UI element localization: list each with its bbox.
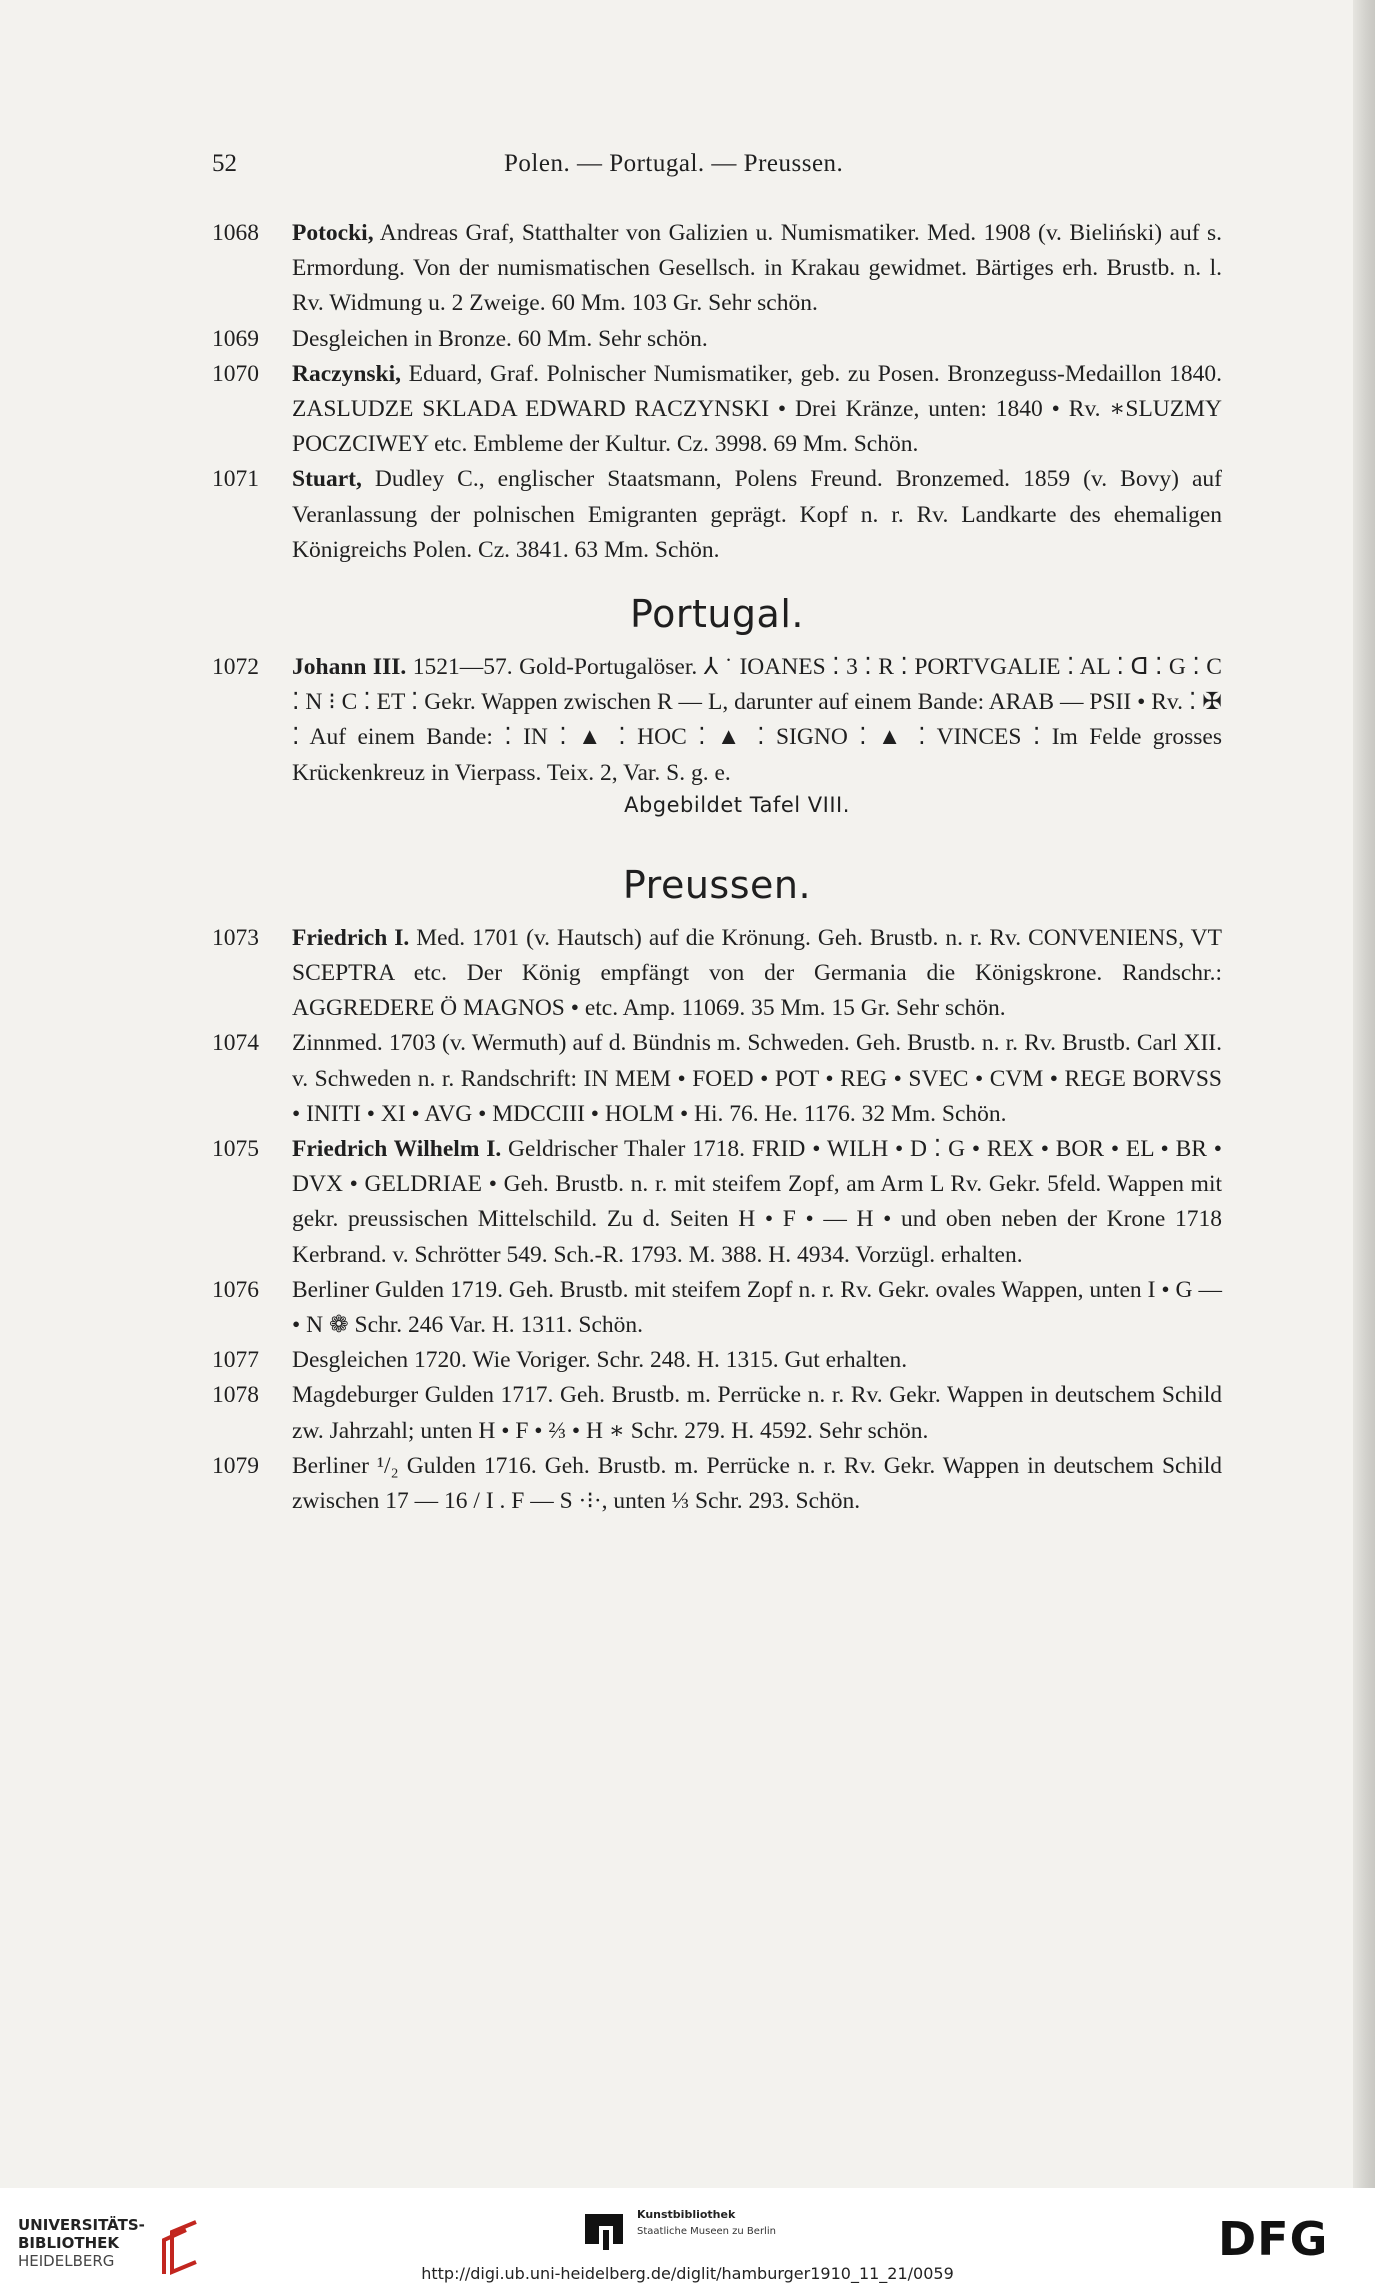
lot-number: 1074	[212, 1030, 259, 1057]
kb-title: Kunstbibliothek	[637, 2208, 736, 2221]
lot-number: 1078	[212, 1382, 259, 1409]
lot-entry	[212, 650, 1222, 791]
lot-description	[292, 1449, 1222, 1519]
running-title: Polen. — Portugal. — Preussen.	[504, 150, 844, 177]
lot-name: Potocki,	[292, 220, 374, 246]
lot-text: Desgleichen 1720. Wie Voriger. Schr. 248. H. 1315. Gut erhalten.	[292, 1347, 908, 1374]
lot-description	[292, 322, 1222, 357]
dfg-logo[interactable]: DFG	[1218, 2212, 1329, 2266]
library-name-line1: UNIVERSITÄTS-	[18, 2216, 145, 2234]
lot-entry	[212, 1026, 1222, 1132]
lot-entry	[212, 1343, 1222, 1378]
lot-number: 1075	[212, 1136, 259, 1163]
lot-name: Johann III.	[292, 654, 407, 681]
lot-number: 1073	[212, 924, 259, 951]
lot-name: Friedrich I.	[292, 924, 410, 951]
lot-text: Desgleichen in Bronze. 60 Mm. Sehr schön.	[292, 325, 708, 352]
library-name-line2: BIBLIOTHEK	[18, 2234, 119, 2252]
lot-entry	[212, 1273, 1222, 1343]
lot-text: Berliner ¹/₂ Gulden 1716. Geh. Brustb. m. Perrücke n. r. Rv. Gekr. Wappen in deutschem Schild zwischen 17 — 16 / I . F — S ·⁝·, unten ⅓ Schr. 293. Schön.	[292, 1452, 1222, 1515]
entries-portugal	[212, 650, 1222, 791]
lot-entry	[212, 216, 1222, 322]
lot-text: Berliner Gulden 1719. Geh. Brustb. mit steifem Zopf n. r. Rv. Gekr. ovales Wappen, unten I • G — • N ❁ Schr. 246 Var. H. 1311. Schön.	[292, 1276, 1222, 1339]
lot-text: Andreas Graf, Statthalter von Galizien u. Numismatiker. Med. 1908 (v. Bieliński) auf s. Ermordung. Von der numismatischen Gesellsch. in Krakau gewidmet. Bärtiges erh. Brustb. n. l. Rv. Widmung u. 2 Zweige. 60 Mm. 103 Gr. Sehr schön.	[292, 220, 1222, 317]
lot-name: Stuart,	[292, 466, 362, 493]
lot-description	[292, 216, 1222, 322]
lot-entry	[212, 1449, 1222, 1519]
lot-entry	[212, 1132, 1222, 1273]
entries-preussen	[212, 921, 1222, 1519]
plate-reference: Abgebildet Tafel VIII.	[624, 792, 850, 817]
spacer	[212, 817, 1222, 839]
section-heading-portugal: Portugal.	[630, 592, 804, 637]
page-edge-shadow	[1353, 0, 1375, 2188]
lot-name: Raczynski,	[292, 360, 402, 387]
lot-number: 1071	[212, 466, 259, 493]
lot-entry	[212, 921, 1222, 1027]
lot-number: 1070	[212, 360, 259, 387]
viewer-footer	[0, 2188, 1375, 2290]
lot-description	[292, 1378, 1222, 1448]
lot-number: 1077	[212, 1347, 259, 1374]
lot-description	[292, 1273, 1222, 1343]
lot-description	[292, 462, 1222, 568]
section-heading-preussen: Preussen.	[622, 862, 812, 907]
lot-description	[292, 1026, 1222, 1132]
lot-text: Dudley C., englischer Staatsmann, Polens Freund. Bronzemed. 1859 (v. Bovy) auf Veranlassung der polnischen Emigranten geprägt. Kopf n. r. Rv. Landkarte des ehemaligen Königreichs Polen. Cz. 3841. 63 Mm. Schön.	[292, 466, 1222, 563]
lot-entry	[212, 357, 1222, 463]
lot-text: Geldrischer Thaler 1718. FRID • WILH • D ⁚ G • REX • BOR • EL • BR • DVX • GELDRIAE • Geh. Brustb. n. r. mit steifem Zopf, am Arm L Rv. Gekr. 5feld. Wappen mit gekr. preussischen Mittelschild. Zu d. Seiten H • F • — H • und oben neben der Krone 1718 Kerbrand. v. Schrötter 549. Sch.-R. 1793. M. 388. H. 4934. Vorzügl. erhalten.	[292, 1136, 1222, 1268]
lot-name: Friedrich Wilhelm I.	[292, 1136, 502, 1163]
lot-text: Magdeburger Gulden 1717. Geh. Brustb. m. Perrücke n. r. Rv. Gekr. Wappen in deutschem Schild zw. Jahrzahl; unten H • F • ⅔ • H ∗ Schr. 279. H. 4592. Sehr schön.	[292, 1382, 1222, 1444]
lot-number: 1072	[212, 654, 259, 681]
lot-description	[292, 357, 1222, 463]
lot-text: 1521—57. Gold-Portugalöser. ⅄ ˙ IOANES ⁚ 3 ⁚ R ⁚ PORTVGALIE ⁚ AL ⁚ ᗡ ⁚ G ⁚ C ⁚ N ⁝ C ⁚ ET ⁚ Gekr. Wappen zwischen R — L, darunter auf einem Bande: ARAB — PSII • Rv. ⁚ ✠ ⁚ Auf einem Bande: ⁚ IN ⁚ ▲ ⁚ HOC ⁚ ▲ ⁚ SIGNO ⁚ ▲ ⁚ VINCES ⁚ Im Felde grosses Krückenkreuz in Vierpass. Teix. 2, Var. S. g. e.	[292, 654, 1222, 786]
running-head	[212, 150, 1222, 190]
lot-entry	[212, 462, 1222, 568]
page-number: 52	[212, 150, 237, 177]
lot-description	[292, 650, 1222, 791]
entries-polen	[212, 216, 1222, 568]
lot-text: Eduard, Graf. Polnischer Numismatiker, geb. zu Posen. Bronzeguss-Medaillon 1840. ZASLUDZE SKLADA EDWARD RACZYNSKI • Drei Kränze, unten: 1840 • Rv. ∗SLUZMY POCZCIWEY etc. Embleme der Kultur. Cz. 3998. 69 Mm. Schön.	[292, 360, 1222, 458]
lot-number: 1076	[212, 1276, 259, 1303]
lot-number: 1069	[212, 325, 259, 352]
lot-description	[292, 1132, 1222, 1273]
lot-description	[292, 921, 1222, 1027]
lot-description	[292, 1343, 1222, 1378]
kunstbibliothek-emblem-icon	[585, 2210, 623, 2250]
permalink-url[interactable]: http://digi.ub.uni-heidelberg.de/diglit/hamburger1910_11_21/0059	[421, 2264, 954, 2283]
lot-text: Zinnmed. 1703 (v. Wermuth) auf d. Bündnis m. Schweden. Geh. Brustb. n. r. Rv. Brustb. Carl XII. v. Schweden n. r. Randschrift: IN MEM • FOED • POT • REG • SVEC • CVM • REGE BORVSS • INITI • XI • AVG • MDCCIII • HOLM • Hi. 76. He. 1176. 32 Mm. Schön.	[292, 1030, 1222, 1127]
library-name-line3: HEIDELBERG	[18, 2252, 115, 2270]
lot-number: 1068	[212, 220, 259, 246]
lot-entry	[212, 1378, 1222, 1448]
lot-number: 1079	[212, 1452, 259, 1479]
lot-entry	[212, 322, 1222, 357]
kb-subtitle: Staatliche Museen zu Berlin	[637, 2226, 776, 2237]
lot-text: Med. 1701 (v. Hautsch) auf die Krönung. Geh. Brustb. n. r. Rv. CONVENIENS, VT SCEPTRA etc. Der König empfängt von der Germania die Königskrone. Randschr.: AGGREDERE Ö MAGNOS • etc. Amp. 11069. 35 Mm. 15 Gr. Sehr schön.	[292, 924, 1222, 1022]
catalogue-content	[212, 216, 1222, 1519]
